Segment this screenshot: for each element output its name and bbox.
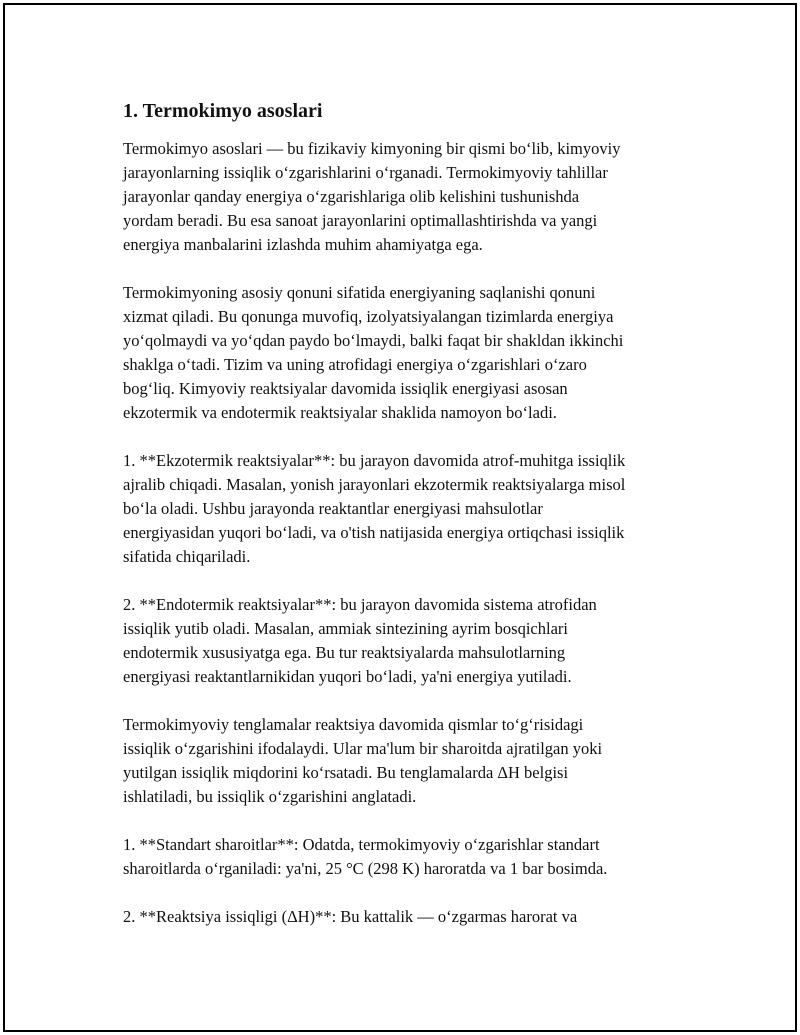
paragraph-exothermic <box>123 449 693 569</box>
text-line: bo‘la oladi. Ushbu jarayonda reaktantlar energiyasi mahsulotlar <box>123 499 543 518</box>
text-line: Termokimyoning asosiy qonuni sifatida energiyaning saqlanishi qonuni <box>123 283 596 302</box>
paragraph-intro <box>123 137 693 257</box>
paragraph-reaction-heat <box>123 905 693 929</box>
paragraph-equations <box>123 713 693 809</box>
paragraph-standard-conditions <box>123 833 693 881</box>
paragraph-endothermic <box>123 593 693 689</box>
text-line: 2. **Endotermik reaktsiyalar**: bu jarayon davomida sistema atrofidan <box>123 595 597 614</box>
text-line: yordam beradi. Bu esa sanoat jarayonlarini optimallashtirishda va yangi <box>123 211 598 230</box>
text-line: issiqlik yutib oladi. Masalan, ammiak sintezining ayrim bosqichlari <box>123 619 568 638</box>
text-line: yutilgan issiqlik miqdorini ko‘rsatadi. Bu tenglamalarda ΔH belgisi <box>123 763 569 782</box>
text-line: 1. **Ekzotermik reaktsiyalar**: bu jarayon davomida atrof-muhitga issiqlik <box>123 451 626 470</box>
text-line: ishlatiladi, bu issiqlik o‘zgarishini anglatadi. <box>123 787 417 806</box>
text-line: 2. **Reaktsiya issiqligi (ΔH)**: Bu kattalik — o‘zgarmas harorat va <box>123 907 578 926</box>
text-line: energiyasi reaktantlarnikidan yuqori bo‘ladi, ya'ni energiya yutiladi. <box>123 667 572 686</box>
text-line: endotermik xususiyatga ega. Bu tur reaktsiyalarda mahsulotlarning <box>123 643 566 662</box>
paragraph-energy-law <box>123 281 693 425</box>
text-line: ajralib chiqadi. Masalan, yonish jarayonlari ekzotermik reaktsiyalarga misol <box>123 475 626 494</box>
page-frame <box>3 3 797 1032</box>
text-line: jarayonlarning issiqlik o‘zgarishlarini o‘rganadi. Termokimyoviy tahlillar <box>123 163 608 182</box>
document-body <box>123 97 693 953</box>
text-line: Termokimyoviy tenglamalar reaktsiya davomida qismlar to‘g‘risidagi <box>123 715 584 734</box>
text-line: 1. **Standart sharoitlar**: Odatda, termokimyoviy o‘zgarishlar standart <box>123 835 600 854</box>
text-line: xizmat qiladi. Bu qonunga muvofiq, izolyatsiyalangan tizimlarda energiya <box>123 307 614 326</box>
document-title: 1. Termokimyo asoslari <box>123 100 323 122</box>
text-line: issiqlik o‘zgarishini ifodalaydi. Ular ma'lum bir sharoitda ajratilgan yoki <box>123 739 603 758</box>
text-line: ekzotermik va endotermik reaktsiyalar shaklida namoyon bo‘ladi. <box>123 403 557 422</box>
text-line: sharoitlarda o‘rganiladi: ya'ni, 25 °C (298 K) haroratda va 1 bar bosimda. <box>123 859 608 878</box>
text-line: shaklga o‘tadi. Tizim va uning atrofidagi energiya o‘zgarishlari o‘zaro <box>123 355 587 374</box>
text-line: sifatida chiqariladi. <box>123 547 251 566</box>
text-line: energiyasidan yuqori bo‘ladi, va o'tish natijasida energiya ortiqchasi issiqlik <box>123 523 625 542</box>
text-line: bog‘liq. Kimyoviy reaktsiyalar davomida issiqlik energiyasi asosan <box>123 379 568 398</box>
text-line: energiya manbalarini izlashda muhim ahamiyatga ega. <box>123 235 483 254</box>
text-line: jarayonlar qanday energiya o‘zgarishlariga olib kelishini tushunishda <box>123 187 580 206</box>
text-line: Termokimyo asoslari — bu fizikaviy kimyoning bir qismi bo‘lib, kimyoviy <box>123 139 621 158</box>
text-line: yo‘qolmaydi va yo‘qdan paydo bo‘lmaydi, balki faqat bir shakldan ikkinchi <box>123 331 624 350</box>
